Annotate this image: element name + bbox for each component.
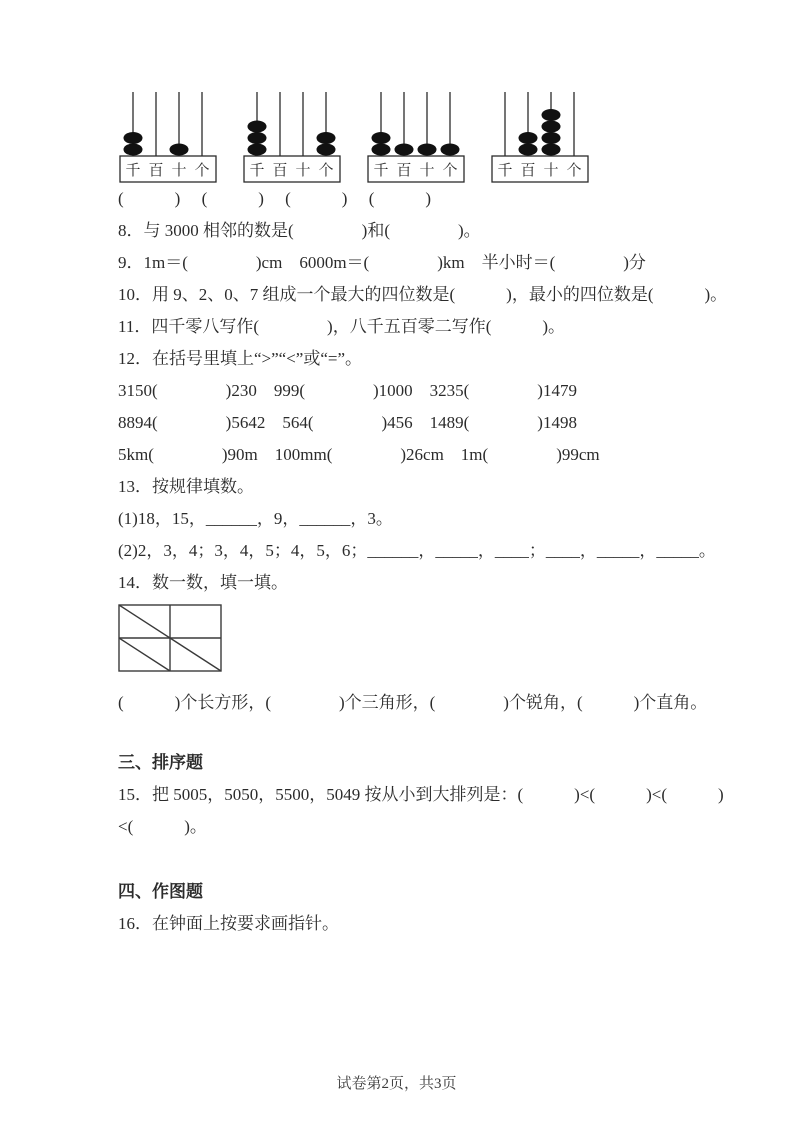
abacus-svg bbox=[118, 90, 218, 186]
question-12-compare-row-2: 8894( )5642 564( )456 1489( )1498 bbox=[118, 413, 577, 432]
abacus-diagram-3 bbox=[366, 90, 466, 186]
abacus-answer-blanks: ( ) ( ) ( ) ( ) bbox=[118, 189, 432, 208]
abacus-diagram-2 bbox=[242, 90, 342, 186]
svg-text:百: 百 bbox=[272, 163, 288, 179]
svg-text:千: 千 bbox=[125, 163, 141, 179]
svg-text:十: 十 bbox=[171, 163, 187, 179]
abacus-diagrams-row bbox=[118, 90, 683, 186]
page-footer: 试卷第2页，共3页 bbox=[336, 1076, 457, 1092]
abacus-svg bbox=[366, 90, 466, 186]
svg-text:百: 百 bbox=[520, 163, 536, 179]
question-8: 8．与 3000 相邻的数是( )和( )。 bbox=[118, 221, 481, 240]
svg-text:十: 十 bbox=[295, 163, 311, 179]
question-11: 11．四千零八写作( )，八千五百零二写作( )。 bbox=[118, 317, 566, 336]
svg-text:十: 十 bbox=[543, 163, 559, 179]
abacus-diagram-4 bbox=[490, 90, 590, 186]
svg-text:十: 十 bbox=[419, 163, 435, 179]
question-16: 16．在钟面上按要求画指针。 bbox=[118, 914, 339, 933]
svg-text:千: 千 bbox=[497, 163, 513, 179]
question-14-answer-blanks: ( )个长方形，( )个三角形，( )个锐角，( )个直角。 bbox=[118, 693, 708, 712]
question-13: 13．按规律填数。 bbox=[118, 477, 254, 496]
question-12-compare-row-3: 5km( )90m 100mm( )26cm 1m( )99cm bbox=[118, 445, 600, 464]
question-14: 14．数一数，填一填。 bbox=[118, 573, 288, 592]
section-3-heading: 三、排序题 bbox=[118, 753, 203, 772]
question-13-part-1: (1)18，15，______，9，______，3。 bbox=[118, 509, 393, 528]
question-12-compare-row-1: 3150( )230 999( )1000 3235( )1479 bbox=[118, 381, 577, 400]
abacus-diagram-1 bbox=[118, 90, 218, 186]
question-10: 10．用 9、2、0、7 组成一个最大的四位数是( )，最小的四位数是( )。 bbox=[118, 285, 728, 304]
svg-text:个: 个 bbox=[318, 163, 334, 179]
svg-text:百: 百 bbox=[148, 163, 164, 179]
count-shapes-figure bbox=[118, 604, 683, 672]
abacus-svg bbox=[490, 90, 590, 186]
section-4-heading: 四、作图题 bbox=[118, 882, 203, 901]
question-13-part-2: (2)2，3，4；3，4，5；4，5，6；______，_____，____；____，_____，_____。 bbox=[118, 541, 716, 560]
question-9: 9．1m＝( )cm 6000m＝( )km 半小时＝( )分 bbox=[118, 253, 646, 272]
svg-text:个: 个 bbox=[566, 163, 582, 179]
question-15-line-2: <( )。 bbox=[118, 817, 207, 836]
count-shapes-figure-svg bbox=[118, 604, 222, 672]
question-12: 12．在括号里填上“>”“<”或“=”。 bbox=[118, 349, 363, 368]
svg-text:千: 千 bbox=[373, 163, 389, 179]
question-15-line-1: 15．把 5005，5050，5500，5049 按从小到大排列是：( )<( )<( ) bbox=[118, 785, 724, 804]
abacus-svg bbox=[242, 90, 342, 186]
svg-text:个: 个 bbox=[194, 163, 210, 179]
svg-text:千: 千 bbox=[249, 163, 265, 179]
svg-text:个: 个 bbox=[442, 163, 458, 179]
page-content bbox=[118, 90, 728, 945]
svg-text:百: 百 bbox=[396, 163, 412, 179]
